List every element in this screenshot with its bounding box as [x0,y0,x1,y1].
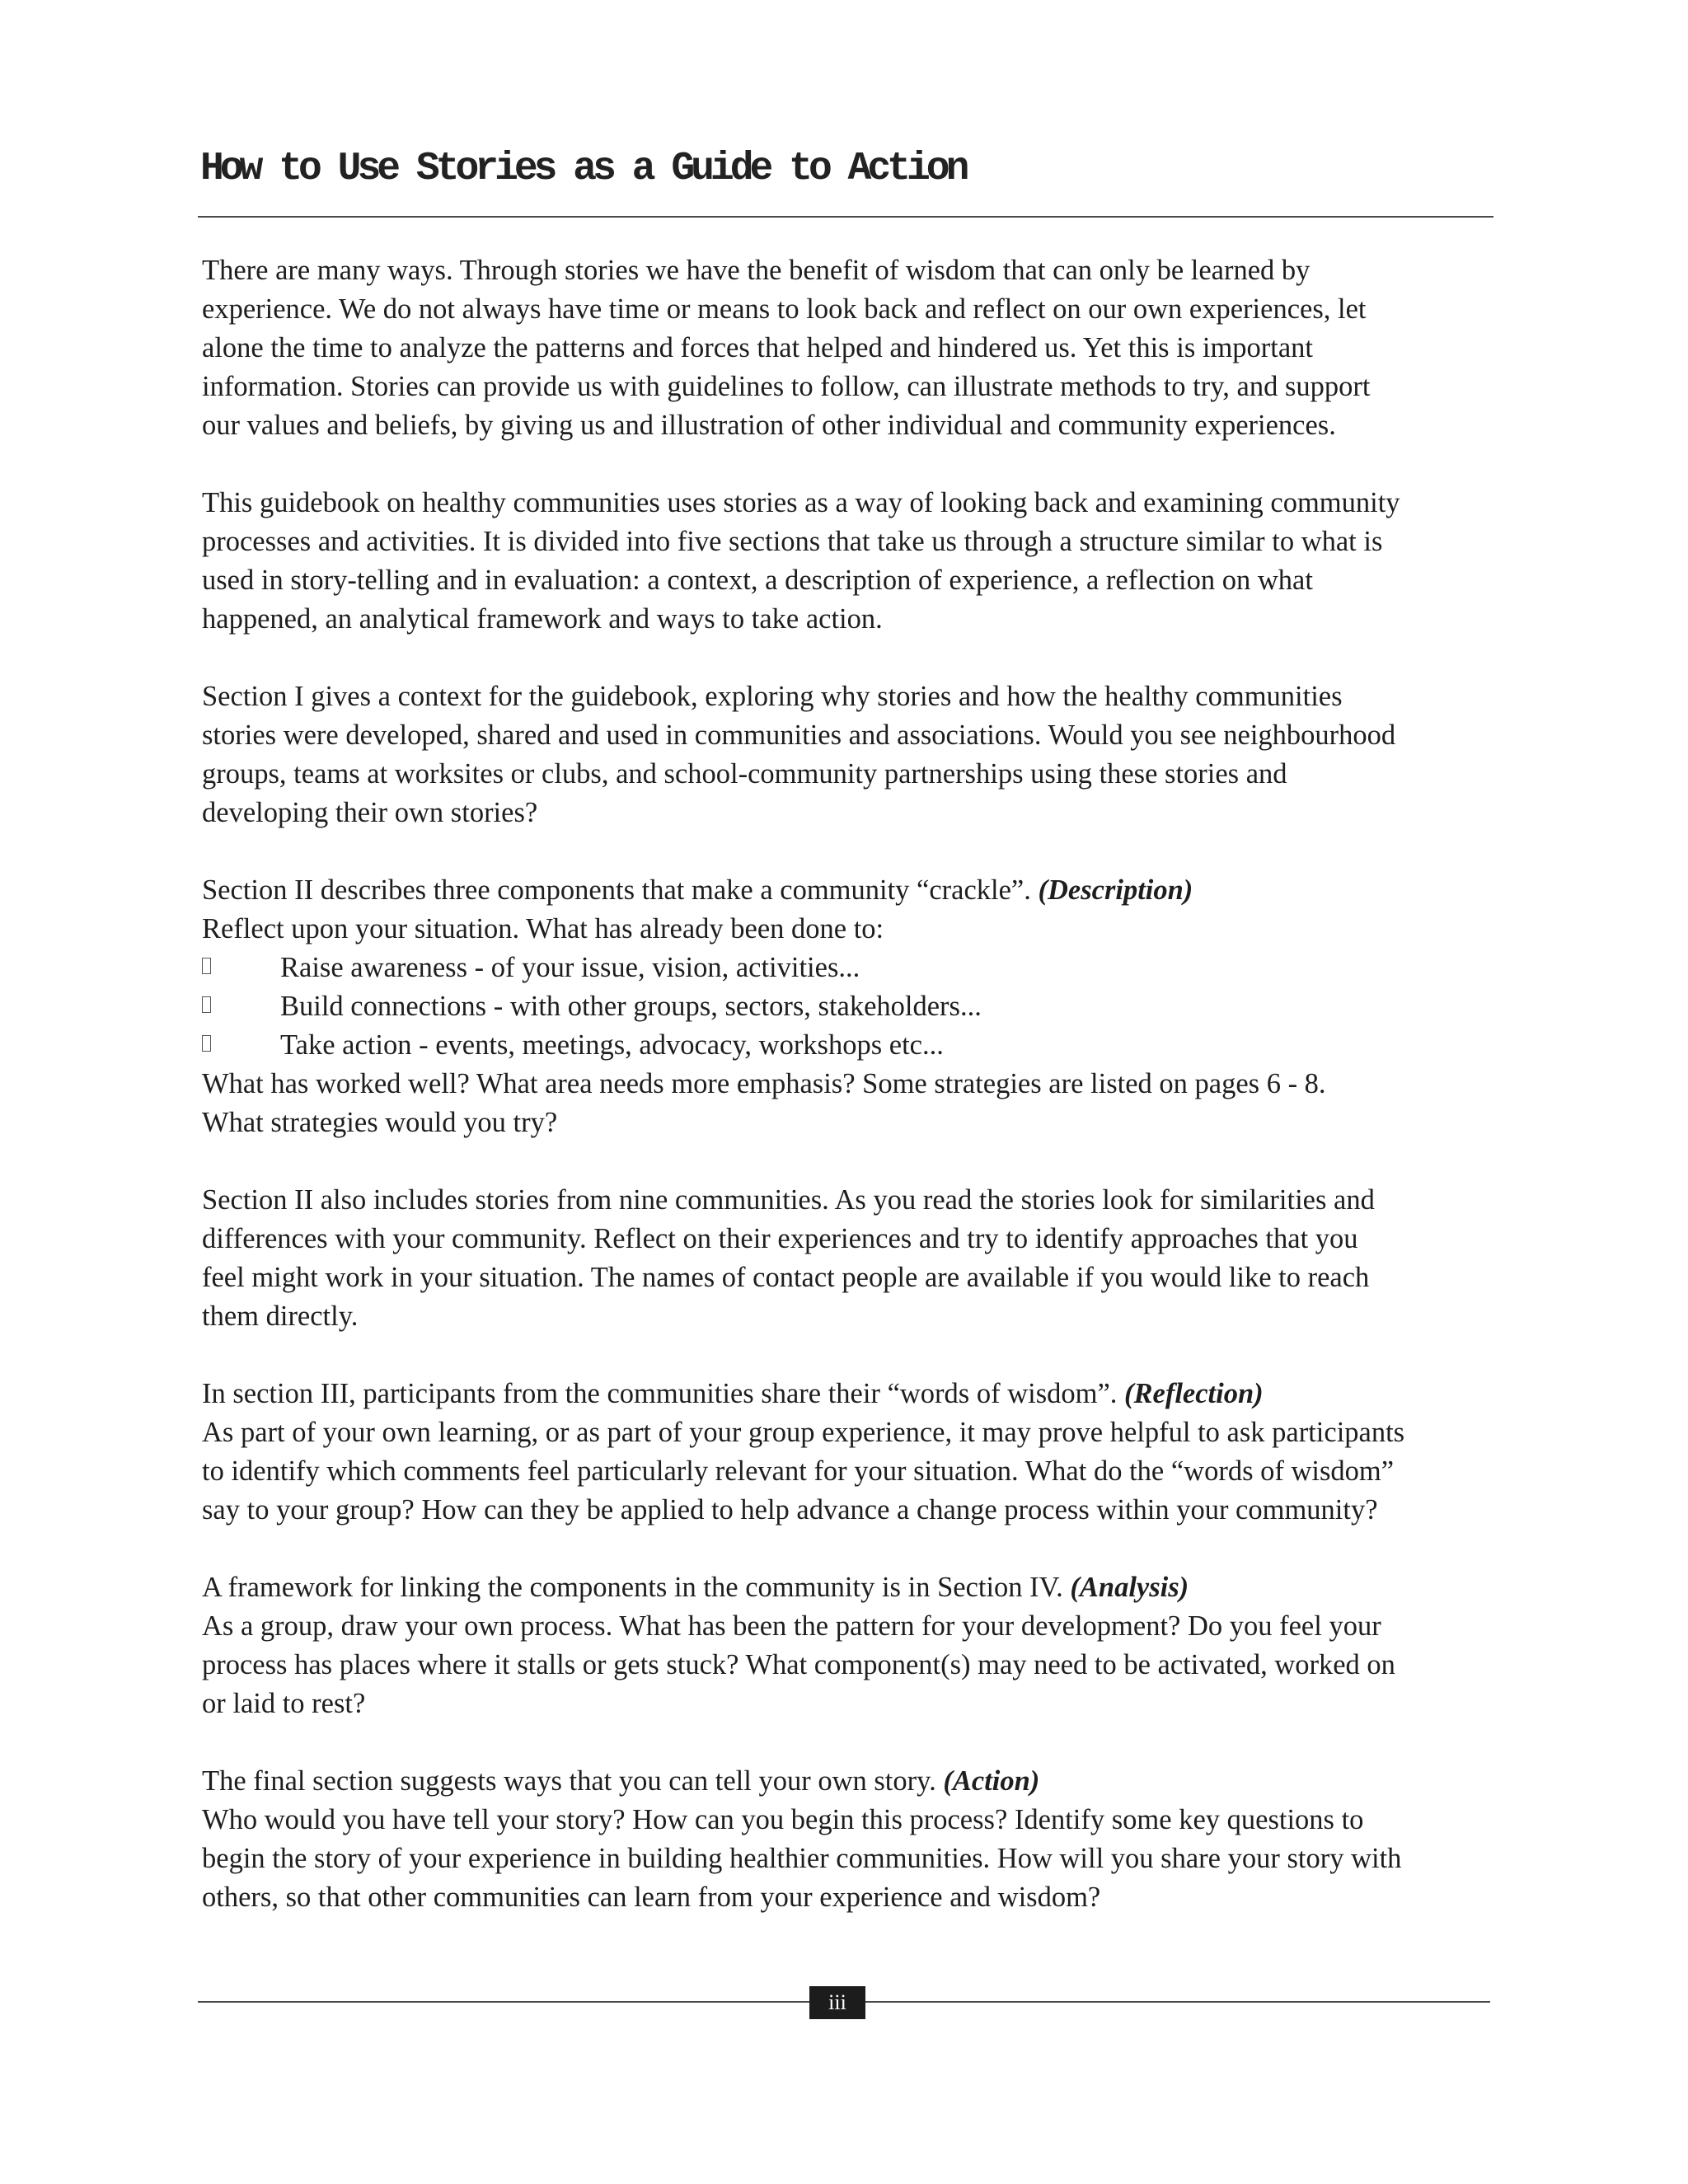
text-line [202,1568,1500,1607]
text-line: Section I gives a context for the guidebook, exploring why stories and how the healthy communities [202,681,1343,712]
text-line: used in story-telling and in evaluation: a context, a description of experience, a reflection on what [202,565,1313,596]
section-tag-description: (Description) [1038,874,1193,906]
body-text [202,251,1500,1917]
text-line: process has places where it stalls or gets stuck? What component(s) may need to be activated, worked on [202,1649,1395,1680]
page-number: iii [809,1986,865,2019]
text-line: Reflect upon your situation. What has already been done to: [202,913,884,944]
text-line: others, so that other communities can learn from your experience and wisdom? [202,1882,1101,1913]
page-title: How to Use Stories as a Guide to Action [200,147,966,191]
bullet-box-icon [202,996,211,1013]
title-divider [198,216,1493,218]
paragraph-section-two [202,871,1500,1142]
text-line: them directly. [202,1301,359,1332]
text-line: differences with your community. Reflect on their experiences and try to identify approaches that you [202,1223,1358,1254]
text-line: feel might work in your situation. The names of contact people are available if you would like to reach [202,1262,1370,1293]
text-line: say to your group? How can they be applied to help advance a change process within your community? [202,1494,1378,1526]
paragraph-intro [202,251,1500,445]
text-line: As part of your own learning, or as part of your group experience, it may prove helpful to ask participants [202,1417,1405,1448]
text-line [202,1762,1500,1801]
bullet-item [202,1026,1500,1065]
section-tag-action: (Action) [943,1765,1040,1797]
section-tag-analysis: (Analysis) [1070,1572,1189,1603]
text-line: stories were developed, shared and used in communities and associations. Would you see neighbourhood [202,719,1396,751]
section-tag-reflection: (Reflection) [1124,1378,1264,1409]
text-line: processes and activities. It is divided into five sections that take us through a structure similar to what is [202,526,1383,557]
paragraph-nine-communities [202,1181,1500,1336]
paragraph-section-three [202,1375,1500,1530]
text-line: happened, an analytical framework and ways to take action. [202,603,883,635]
text-line: information. Stories can provide us with guidelines to follow, can illustrate methods to try, and support [202,371,1371,402]
text-line: groups, teams at worksites or clubs, and school-community partnerships using these stories and [202,758,1287,790]
text-line: begin the story of your experience in building healthier communities. How will you share your story with [202,1843,1402,1874]
bullet-box-icon [202,958,211,974]
bullet-text: Build connections - with other groups, sectors, stakeholders... [280,991,982,1022]
paragraph-section-four [202,1568,1500,1723]
paragraph-final-section [202,1762,1500,1917]
lead-text: A framework for linking the components in the community is in Section IV. [202,1572,1071,1603]
lead-text: The final section suggests ways that you can tell your own story. [202,1765,944,1797]
lead-text: In section III, participants from the communities share their “words of wisdom”. [202,1378,1125,1409]
text-line: What has worked well? What area needs more emphasis? Some strategies are listed on pages 6 - 8. [202,1068,1326,1099]
lead-text: Section II describes three components that make a community “crackle”. [202,874,1039,906]
text-line [202,1375,1500,1413]
bullet-text: Take action - events, meetings, advocacy, workshops etc... [280,1029,944,1061]
text-line: developing their own stories? [202,797,538,828]
text-line: As a group, draw your own process. What has been the pattern for your development? Do you feel your [202,1610,1381,1642]
text-line: What strategies would you try? [202,1107,558,1138]
text-line: to identify which comments feel particularly relevant for your situation. What do the “words of wisdom” [202,1455,1395,1487]
text-line: experience. We do not always have time or means to look back and reflect on our own experiences, let [202,293,1367,325]
paragraph-guidebook-overview [202,484,1500,639]
paragraph-section-one [202,677,1500,832]
text-line: alone the time to analyze the patterns and forces that helped and hindered us. Yet this is important [202,332,1314,363]
text-line: Who would you have tell your story? How can you begin this process? Identify some key questions to [202,1804,1364,1835]
bullet-text: Raise awareness - of your issue, vision, activities... [280,952,860,983]
text-line: Section II also includes stories from nine communities. As you read the stories look for similarities and [202,1184,1375,1216]
bullet-item [202,949,1500,987]
text-line [202,871,1500,910]
text-line: or laid to rest? [202,1688,366,1719]
bullet-box-icon [202,1035,211,1052]
text-line: There are many ways. Through stories we have the benefit of wisdom that can only be learned by [202,255,1311,286]
text-line: This guidebook on healthy communities uses stories as a way of looking back and examining community [202,487,1400,518]
text-line: our values and beliefs, by giving us and illustration of other individual and community experiences. [202,410,1336,441]
bullet-item [202,987,1500,1026]
